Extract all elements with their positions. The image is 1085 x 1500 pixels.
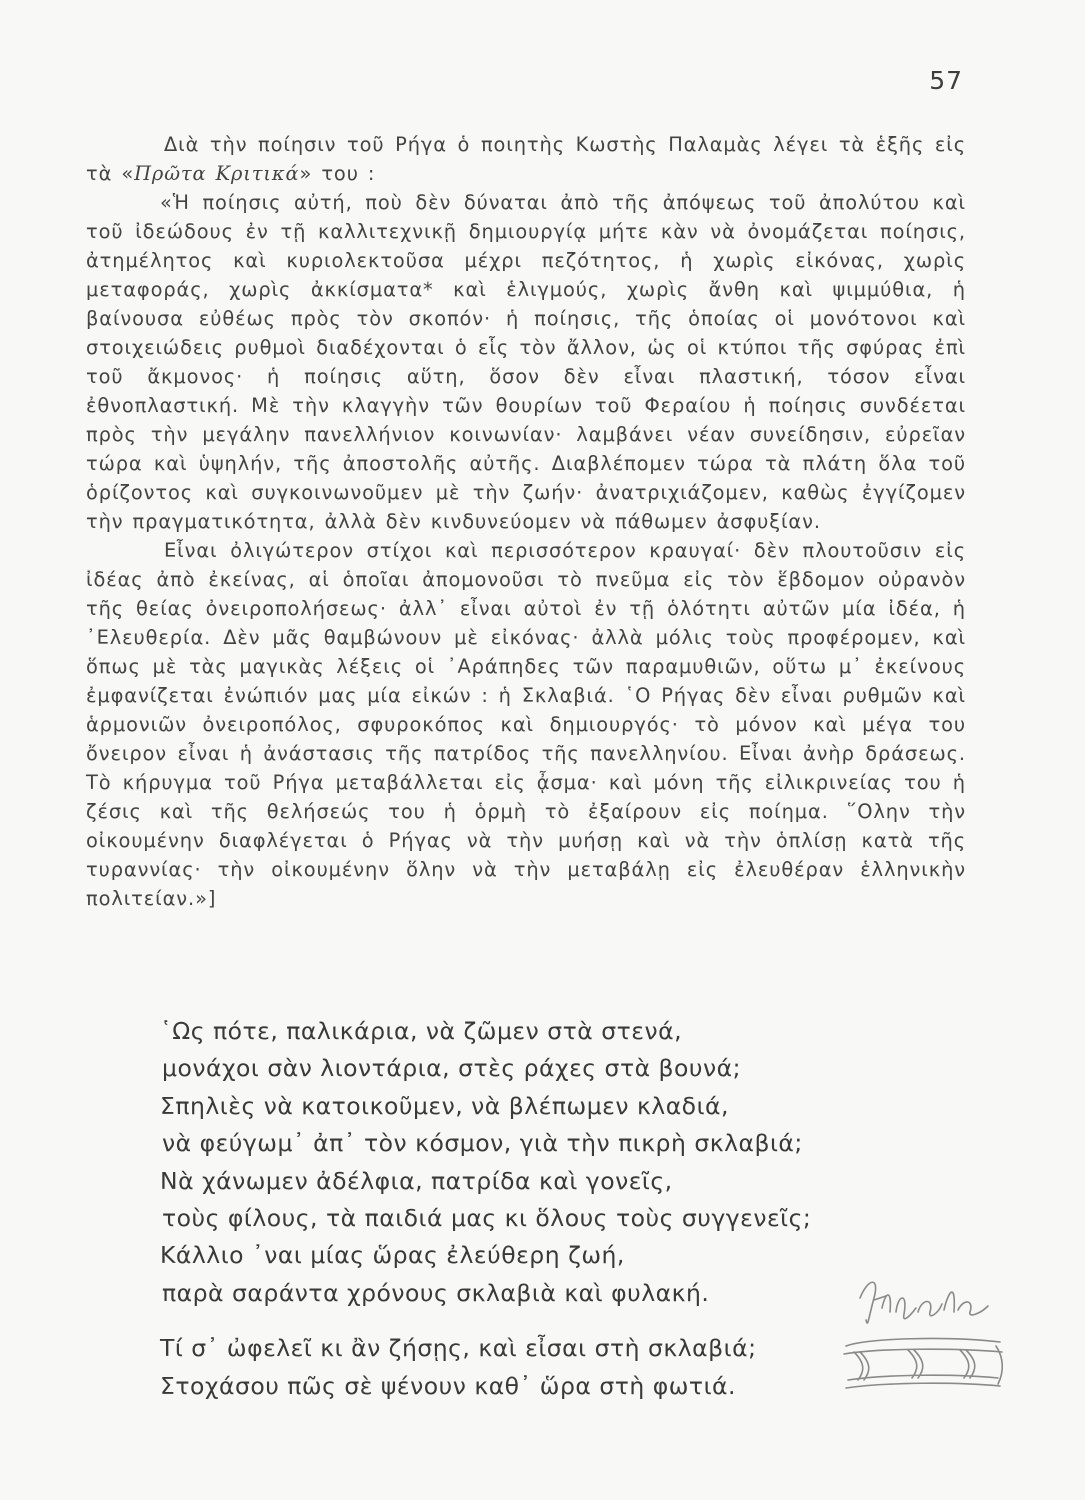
poem-line: παρὰ σαράντα χρόνους σκλαβιὰ καὶ φυλακή. bbox=[162, 1278, 710, 1307]
poem-line: μονάχοι σὰν λιοντάρια, στὲς ράχες στὰ βουνά; bbox=[162, 1054, 742, 1083]
poem-line: νὰ φεύγωμ᾿ ἀπ᾿ τὸν κόσμον, γιὰ τὴν πικρὴ σκλαβιά; bbox=[162, 1129, 803, 1158]
quote-paragraph-1: «Ἡ ποίησις αὐτή, ποὺ δὲν δύναται ἀπὸ τῆς ἀπόψεως τοῦ ἀπολύτου καὶ τοῦ ἰδεώδους ἐν τῇ καλλιτεχνικῇ δημιουργίᾳ μήτε κὰν νὰ ὀνομάζεται ποίησις, ἀτημέλητος καὶ κυριολεκτοῦσα μέχρι πεζότητος, ἡ χωρὶς εἰκόνας, χωρὶς μεταφοράς, χωρὶς ἀκκίσματα* καὶ ἑλιγμούς, χωρὶς ἄνθη καὶ ψιμμύθια, ἡ βαίνουσα εὐθέως πρὸς τὸν σκοπόν· ἡ ποίησις, τῆς ὁποίας οἱ μονότονοι καὶ στοιχειώδεις ρυθμοὶ διαδέχονται ὁ εἷς τὸν ἄλλον, ὡς οἱ κτύποι τῆς σφύρας ἐπὶ τοῦ ἄκμονος· ἡ ποίησις αὕτη, ὅσον δὲν εἶναι πλαστική, τόσον εἶναι ἐθνοπλαστική. Μὲ τὴν κλαγγὴν τῶν θουρίων τοῦ Φεραίου ἡ ποίησις συνδέεται πρὸς τὴν μεγάλην πανελλήνιον κοινωνίαν· λαμβάνει νέαν συνείδησιν, εὐρεῖαν τώρα καὶ ὑψηλήν, τῆς ἀποστολῆς αὐτῆς. Διαβλέπομεν τώρα τὰ πλάτη ὅλα τοῦ ὁρίζοντος καὶ συγκοινωνοῦμεν μὲ τὴν ζωήν· ἀνατριχιάζομεν, καθὼς ἐγγίζομεν τὴν πραγματικότητα, ἀλλὰ δὲν κινδυνεύομεν νὰ πάθωμεν ἀσφυξίαν. bbox=[86, 191, 966, 533]
pencil-sketch-icon bbox=[838, 1268, 1008, 1398]
quote-paragraph-2: Εἶναι ὀλιγώτερον στίχοι καὶ περισσότερον κραυγαί· δὲν πλουτοῦσιν εἰς ἰδέας ἀπὸ ἐκείνας, αἱ ὁποῖαι ἀπομονοῦσι τὸ πνεῦμα εἰς τὸν ἕβδομον οὐρανὸν τῆς θείας ὀνειροπολήσεως· ἀλλ᾿ εἶναι αὐτοὶ ἐν τῇ ὁλότητι αὐτῶν μία ἰδέα, ἡ ᾿Ελευθερία. Δὲν μᾶς θαμβώνουν μὲ εἰκόνας· ἀλλὰ μόλις τοὺς προφέρομεν, καὶ ὅπως μὲ τὰς μαγικὰς λέξεις οἱ ᾿Αράπηδες τῶν παραμυθιῶν, οὕτω μ᾿ ἐκείνους ἐμφανίζεται ἐνώπιόν μας μία εἰκών : ἡ Σκλαβιά. ῾Ο Ρήγας δὲν εἶναι ρυθμῶν καὶ ἁρμονιῶν ὀνειροπόλος, σφυροκόπος καὶ δημιουργός· τὸ μόνον καὶ μέγα του ὄνειρον εἶναι ἡ ἀνάστασις τῆς πατρίδος τῆς πανελληνίου. Εἶναι ἀνὴρ δράσεως. Τὸ κήρυγμα τοῦ Ρήγα μεταβάλλεται εἰς ᾆσμα· καὶ μόνη τῆς εἰλικρινείας του ἡ ζέσις καὶ τῆς θελήσεώς του ἡ ὁρμὴ τὸ ἐξαίρουν εἰς ποίημα. ῞Ολην τὴν οἰκουμένην διαφλέγεται ὁ Ρήγας νὰ τὴν μυήσῃ καὶ νὰ τὴν ὁπλίσῃ κατὰ τῆς τυραννίας· τὴν οἰκουμένην ὅλην νὰ τὴν μεταβάλῃ εἰς ἐλευθέραν ἑλληνικὴν πολιτείαν.»] bbox=[86, 539, 966, 910]
poem-line: Σπηλιὲς νὰ κατοικοῦμεν, νὰ βλέπωμεν κλαδιά, bbox=[160, 1091, 729, 1120]
poem-line: Τί σ᾿ ὠφελεῖ κι ἂν ζήσῃς, καὶ εἶσαι στὴ σκλαβιά; bbox=[160, 1334, 757, 1363]
poem-line: Κάλλιο ᾿ναι μίας ὥρας ἐλεύθερη ζωή, bbox=[160, 1241, 625, 1270]
poem-line: ῾Ως πότε, παλικάρια, νὰ ζῶμεν στὰ στενά, bbox=[160, 1017, 683, 1045]
poem-line: τοὺς φίλους, τὰ παιδιά μας κι ὅλους τοὺς συγγενεῖς; bbox=[162, 1204, 812, 1233]
poem bbox=[160, 1013, 860, 1423]
poem-stanza-1 bbox=[160, 1013, 860, 1312]
poem-line: Στοχάσου πῶς σὲ ψένουν καθ᾿ ὥρα στὴ φωτιά. bbox=[160, 1371, 736, 1400]
prose-body bbox=[86, 130, 966, 913]
book-title: Πρῶτα Κριτικά bbox=[134, 162, 300, 185]
intro-text-before-title: Διὰ τὴν ποίησιν τοῦ Ρήγα ὁ ποιητὴς Κωστὴς Παλαμὰς λέγει τὰ ἑξῆς εἰς τὰ « bbox=[86, 133, 966, 185]
intro-paragraph bbox=[86, 130, 966, 188]
intro-text-after-title: » του : bbox=[299, 162, 376, 185]
handwritten-annotation bbox=[838, 1268, 1008, 1398]
page-number: 57 bbox=[929, 66, 963, 95]
poem-stanza-2 bbox=[160, 1330, 860, 1405]
poem-line: Νὰ χάνωμεν ἀδέλφια, πατρίδα καὶ γονεῖς, bbox=[160, 1166, 673, 1195]
